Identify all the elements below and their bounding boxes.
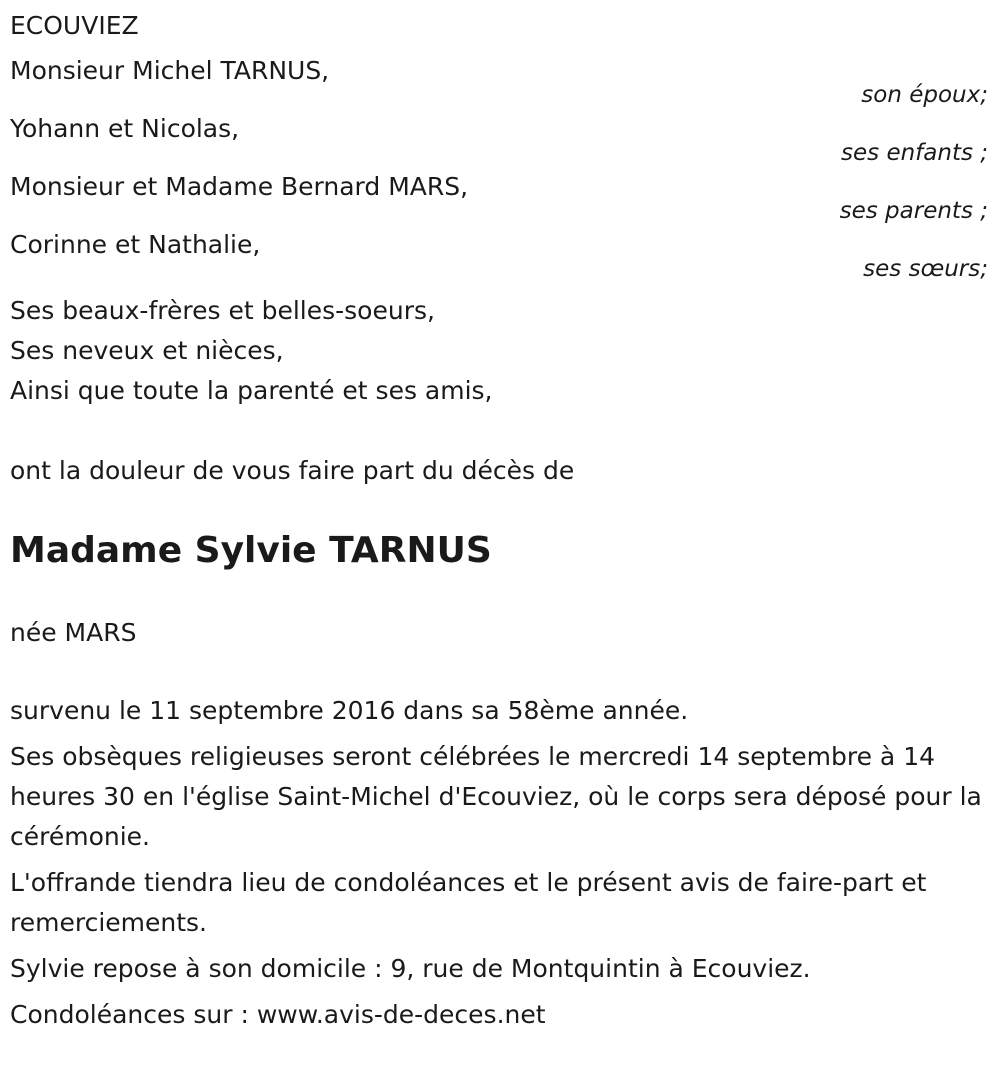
family-entry-parents [10, 167, 990, 223]
family-entry-children [10, 109, 990, 165]
family-entry-spouse [10, 51, 990, 107]
extended-family-line: Ses beaux-frères et belles-soeurs, [10, 296, 435, 325]
family-list [10, 51, 990, 281]
family-relation: son époux; [861, 82, 988, 108]
maiden-name: née MARS [10, 618, 137, 647]
town-name: ECOUVIEZ [10, 11, 139, 40]
family-member-name: Yohann et Nicolas, [10, 114, 240, 143]
resting-place: Sylvie repose à son domicile : 9, rue de Montquintin à Ecouviez. [10, 954, 811, 983]
extended-family-line: Ainsi que toute la parenté et ses amis, [10, 376, 493, 405]
family-member-name: Monsieur et Madame Bernard MARS, [10, 172, 469, 201]
family-member-name: Monsieur Michel TARNUS, [10, 56, 330, 85]
deceased-name: Madame Sylvie TARNUS [10, 530, 492, 571]
family-relation: ses parents ; [839, 198, 988, 224]
family-entry-sisters [10, 225, 990, 281]
death-info: survenu le 11 septembre 2016 dans sa 58ème année. [10, 696, 689, 725]
extended-family [10, 291, 990, 411]
extended-family-line: Ses neveux et nièces, [10, 336, 284, 365]
family-relation: ses enfants ; [841, 140, 988, 166]
family-member-name: Corinne et Nathalie, [10, 230, 261, 259]
funeral-details: Ses obsèques religieuses seront célébrées le mercredi 14 septembre à 14 heures 30 en l'église Saint-Michel d'Ecouviez, où le corps sera déposé pour la cérémonie. [10, 742, 982, 851]
family-relation: ses sœurs; [863, 256, 988, 282]
announcement-intro: ont la douleur de vous faire part du décès de [10, 456, 575, 485]
condolences-link: Condoléances sur : www.avis-de-deces.net [10, 1000, 546, 1029]
obituary-notice [0, 6, 1000, 1090]
offering-note: L'offrande tiendra lieu de condoléances et le présent avis de faire-part et remerciements. [10, 868, 927, 937]
